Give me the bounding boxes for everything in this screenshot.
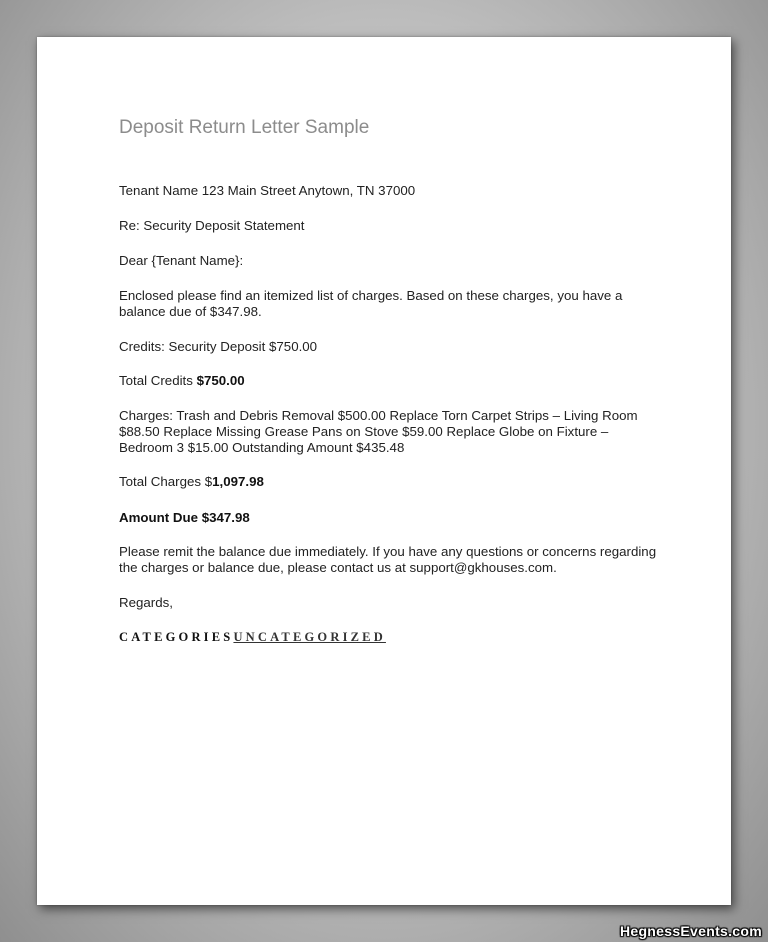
total-credits-value: $750.00 — [196, 373, 245, 388]
salutation: Dear {Tenant Name}: — [119, 253, 244, 268]
categories-line — [119, 630, 386, 645]
amount-due: Amount Due $347.98 — [119, 510, 250, 525]
charges-paragraph: Charges: Trash and Debris Removal $500.00 Replace Torn Carpet Strips – Living Room $88.50 Replace Missing Grease Pans on Stove $59.00 Replace Globe on Fixture – Bedroom 3 $15.00 Outstanding Amount $435.48 — [119, 408, 638, 455]
total-credits-label: Total Credits — [119, 373, 197, 388]
re-line: Re: Security Deposit Statement — [119, 218, 305, 233]
intro-paragraph: Enclosed please find an itemized list of charges. Based on these charges, you have a balance due of $347.98. — [119, 288, 623, 319]
credits-line: Credits: Security Deposit $750.00 — [119, 339, 318, 354]
letter-page — [37, 37, 731, 905]
total-credits-line — [119, 373, 659, 389]
regards: Regards, — [119, 595, 173, 610]
total-charges-value: 1,097.98 — [212, 474, 264, 489]
total-charges-line — [119, 474, 659, 490]
closing-request: Please remit the balance due immediately. If you have any questions or concerns regarding the charges or balance due, please contact us at support@gkhouses.com. — [119, 544, 657, 575]
watermark: HegnessEvents.com — [619, 923, 762, 939]
category-link-uncategorized[interactable]: UNCATEGORIZED — [233, 630, 386, 644]
amount-due-line — [119, 510, 659, 526]
tenant-address: Tenant Name 123 Main Street Anytown, TN 37000 — [119, 183, 416, 198]
total-charges-label: Total Charges $ — [119, 474, 213, 489]
categories-label: CATEGORIES — [119, 630, 234, 644]
letter-title: Deposit Return Letter Sample — [119, 117, 370, 138]
